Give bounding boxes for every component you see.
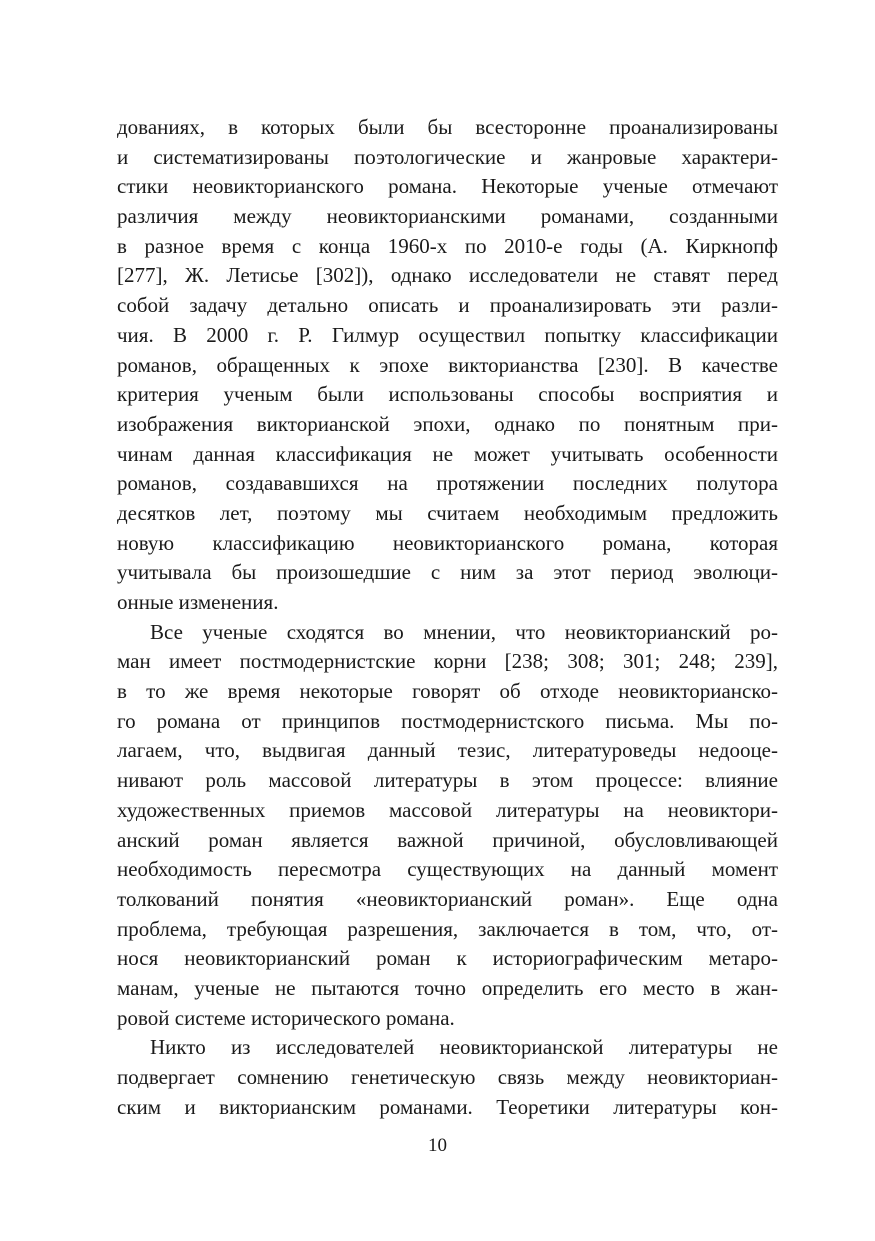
text-line: дованиях, в которых были бы всесторонне проанализированы — [117, 115, 778, 139]
text-line: чинам данная классификация не может учитывать особенности — [117, 441, 778, 466]
text-line: манам, ученые не пытаются точно определить его место в жан- — [117, 975, 778, 1000]
paragraph — [117, 1033, 778, 1122]
text-line: Все ученые сходятся во мнении, что неовикторианский ро- — [150, 619, 778, 644]
text-line: необходимость пересмотра существующих на данный момент — [117, 857, 778, 882]
text-line: Никто из исследователей неовикторианской литературы не — [150, 1035, 778, 1060]
text-line: новую классификацию неовикторианского романа, которая — [117, 530, 778, 555]
text-line: нося неовикторианский роман к историографическим метаро- — [117, 946, 778, 971]
page-number: 10 — [428, 1135, 447, 1156]
text-line: онные изменения. — [117, 590, 279, 614]
text-line: различия между неовикторианскими романами, созданными — [117, 204, 778, 229]
text-line: в разное время с конца 1960-х по 2010-е годы (А. Киркнопф — [117, 233, 778, 258]
text-line: го романа от принципов постмодернистского письма. Мы по- — [117, 708, 778, 733]
text-line: романов, создававшихся на протяжении последних полутора — [117, 471, 778, 496]
text-line: ман имеет постмодернистские корни [238; 308; 301; 248; 239], — [117, 649, 778, 674]
text-line: критерия ученым были использованы способы восприятия и — [117, 382, 778, 407]
text-line: стики неовикторианского романа. Некоторые ученые отмечают — [117, 174, 778, 199]
text-line: [277], Ж. Летисье [302]), однако исследователи не ставят перед — [117, 263, 778, 288]
text-line: учитывала бы произошедшие с ним за этот период эволюци- — [117, 560, 778, 585]
text-line: ским и викторианским романами. Теоретики литературы кон- — [117, 1094, 778, 1119]
text-line: толкований понятия «неовикторианский роман». Еще одна — [117, 886, 778, 911]
text-line: ровой системе исторического романа. — [117, 1005, 455, 1030]
text-line: художественных приемов массовой литературы на неовиктори- — [117, 797, 778, 822]
text-line: чия. В 2000 г. Р. Гилмур осуществил попытку классификации — [117, 322, 778, 347]
text-line: собой задачу детально описать и проанализировать эти разли- — [117, 293, 778, 318]
text-line: романов, обращенных к эпохе викторианства [230]. В качестве — [117, 352, 778, 377]
text-line: нивают роль массовой литературы в этом процессе: влияние — [117, 768, 778, 793]
text-line: в то же время некоторые говорят об отходе неовикторианско- — [117, 679, 778, 704]
body-text — [117, 113, 778, 1122]
paragraph — [117, 618, 778, 1034]
text-line: лагаем, что, выдвигая данный тезис, литературоведы недооце- — [117, 738, 778, 763]
paragraph — [117, 113, 778, 618]
text-line: изображения викторианской эпохи, однако по понятным при- — [117, 411, 778, 436]
text-line: проблема, требующая разрешения, заключается в том, что, от- — [117, 916, 778, 941]
text-line: десятков лет, поэтому мы считаем необходимым предложить — [117, 500, 778, 525]
text-line: анский роман является важной причиной, обусловливающей — [117, 827, 778, 852]
text-line: подвергает сомнению генетическую связь между неовикториан- — [117, 1065, 778, 1089]
text-line: и систематизированы поэтологические и жанровые характери- — [117, 144, 778, 169]
